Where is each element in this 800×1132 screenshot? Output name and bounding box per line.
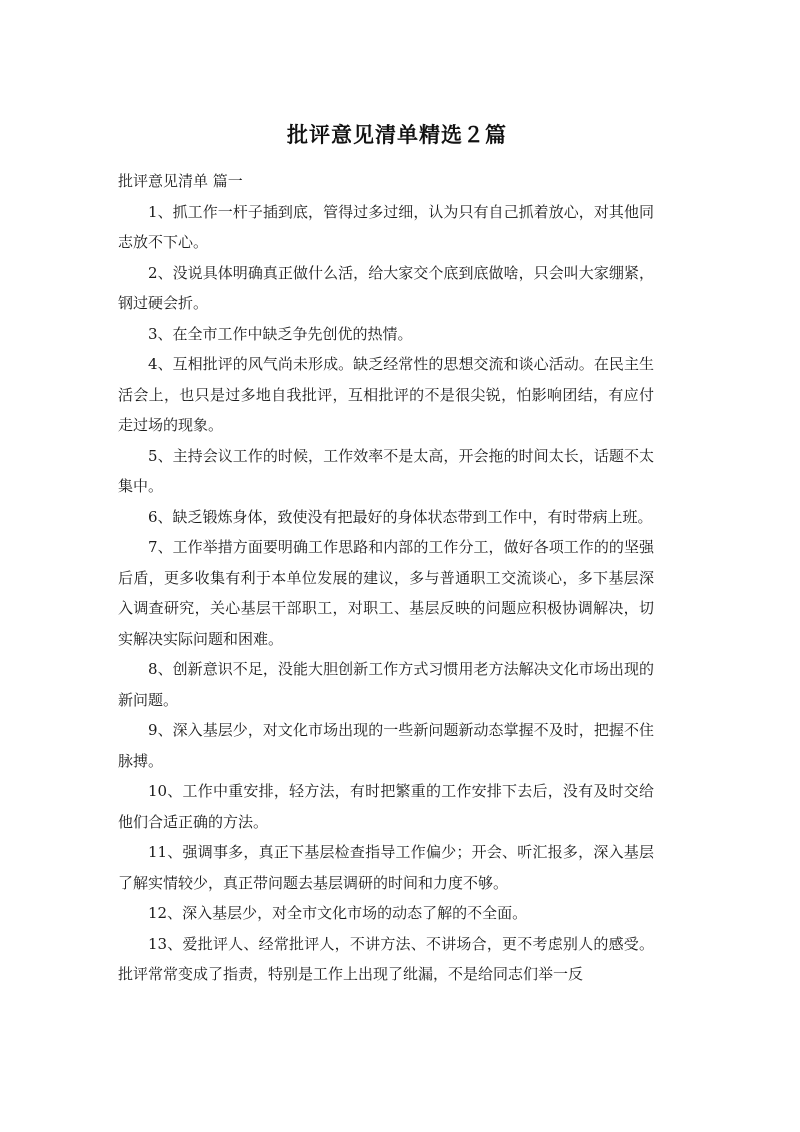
section-heading: 批评意见清单 篇一 bbox=[118, 172, 243, 190]
document-title: 批评意见清单精选２篇 bbox=[287, 123, 507, 147]
paragraph-item: 12、深入基层少，对全市文化市场的动态了解的不全面。 bbox=[148, 904, 528, 922]
paragraph-item: 7、工作举措方面要明确工作思路和内部的工作分工，做好各项工作的的坚强后盾，更多收集有利于本单位发展的建议，多与普通职工交流谈心，多下基层深入调查研究，关心基层干部职工，对职工、基层反映的问题应积极协调解决，切实解决实际问题和困难。 bbox=[118, 538, 654, 648]
paragraph-item: 11、强调事多，真正下基层检查指导工作偏少；开会、听汇报多，深入基层了解实情较少，真正带问题去基层调研的时间和力度不够。 bbox=[118, 843, 654, 892]
paragraph-item: 8、创新意识不足，没能大胆创新工作方式习惯用老方法解决文化市场出现的新问题。 bbox=[118, 660, 654, 709]
paragraph-item: 4、互相批评的风气尚未形成。缺乏经常性的思想交流和谈心活动。在民主生活会上，也只是过多地自我批评，互相批评的不是很尖锐，怕影响团结，有应付走过场的现象。 bbox=[118, 355, 654, 434]
paragraph-item: 10、工作中重安排，轻方法，有时把繁重的工作安排下去后，没有及时交给他们合适正确的方法。 bbox=[118, 782, 654, 831]
paragraph-list bbox=[118, 197, 654, 990]
paragraph-item: 2、没说具体明确真正做什么活，给大家交个底到底做啥，只会叫大家绷紧，钢过硬会折。 bbox=[118, 263, 654, 312]
paragraph-item: 5、主持会议工作的时候，工作效率不是太高，开会拖的时间太长，话题不太集中。 bbox=[118, 446, 654, 495]
paragraph-item: 1、抓工作一杆子插到底，管得过多过细，认为只有自己抓着放心，对其他同志放不下心。 bbox=[118, 202, 654, 251]
paragraph-item: 9、深入基层少，对文化市场出现的一些新问题新动态掌握不及时，把握不住脉搏。 bbox=[118, 721, 654, 770]
paragraph-item: 6、缺乏锻炼身体，致使没有把最好的身体状态带到工作中，有时带病上班。 bbox=[148, 507, 653, 526]
paragraph-item: 13、爱批评人、经常批评人，不讲方法、不讲场合，更不考虑别人的感受。批评常常变成了指责，特别是工作上出现了纰漏，不是给同志们举一反 bbox=[118, 934, 654, 983]
paragraph-item: 3、在全市工作中缺乏争先创优的热情。 bbox=[148, 324, 413, 343]
